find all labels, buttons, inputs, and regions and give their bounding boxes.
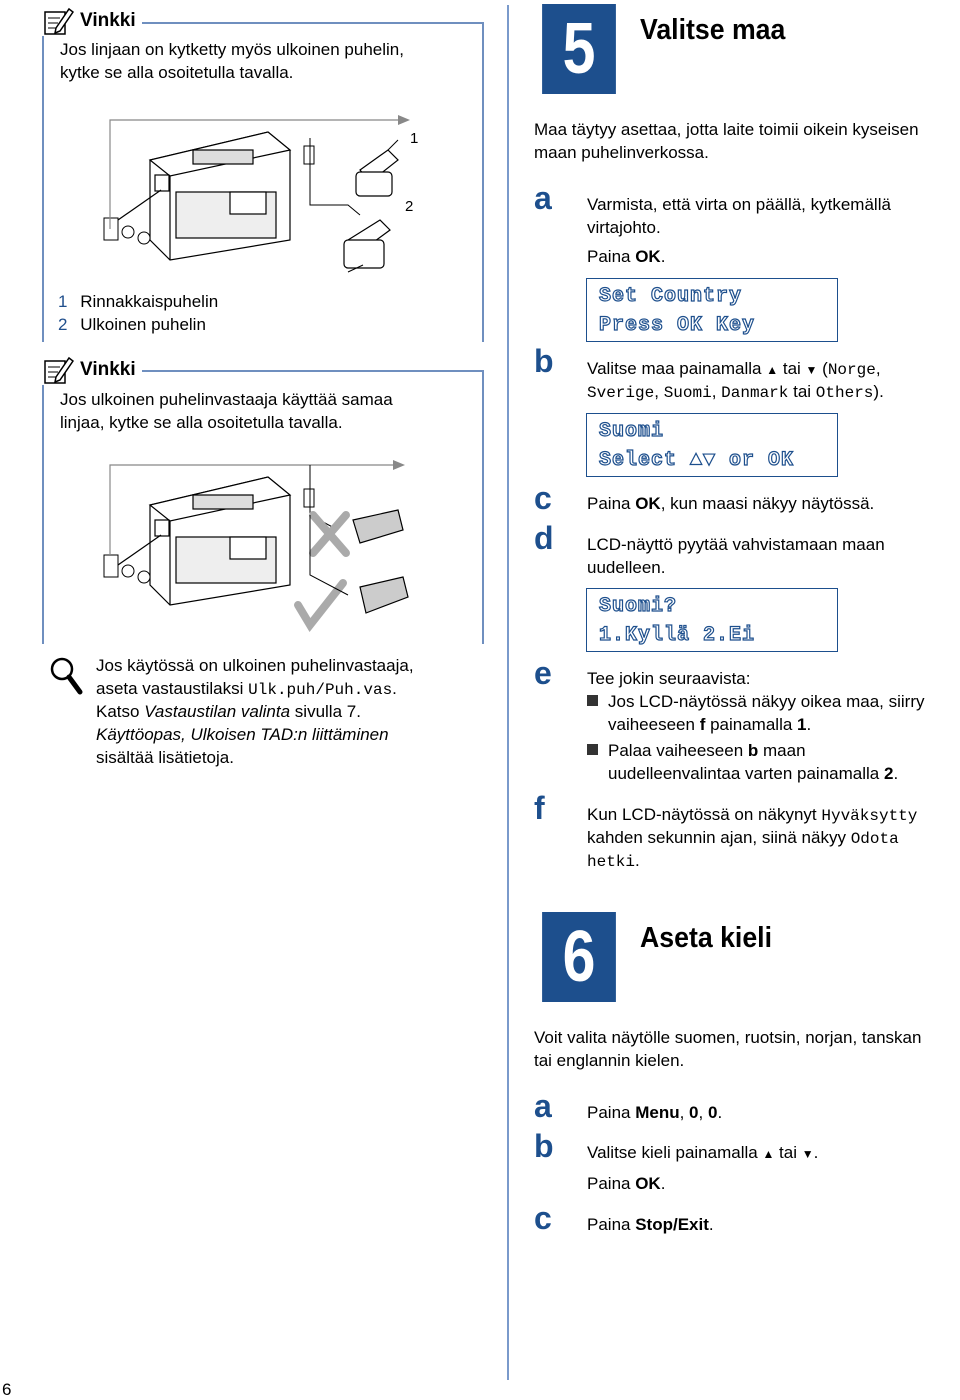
- lcd-line-2: Select ▲▼ or OK: [599, 449, 795, 472]
- step-5-intro-2: maan puhelinverkossa.: [534, 143, 709, 162]
- answering-machine-1: [353, 510, 403, 543]
- separator: ,: [654, 382, 659, 401]
- instruction-text: tai: [778, 359, 806, 378]
- instruction-text: .: [635, 851, 640, 870]
- legend-1-text: Rinnakkaispuhelin: [80, 292, 219, 311]
- lcd-display-3: [586, 588, 838, 652]
- instruction-text: .: [660, 247, 666, 266]
- separator: ,: [711, 382, 717, 401]
- step-f-line-3: [587, 849, 640, 874]
- key-ok: OK: [635, 1174, 661, 1193]
- instruction-text: ).: [873, 382, 884, 401]
- up-arrow-icon: ▲: [762, 1147, 775, 1161]
- instruction-text: Valitse kieli painamalla: [587, 1143, 763, 1162]
- tip-line-5: sisältää lisätietoja.: [96, 748, 234, 767]
- legend-2-number: 2: [58, 315, 68, 334]
- step-a-press: [587, 245, 665, 268]
- machine-illustration: [150, 132, 290, 260]
- instruction-text: .: [660, 1174, 666, 1193]
- step-letter-c: c: [534, 1200, 552, 1236]
- separator: ,: [679, 1103, 690, 1122]
- note-header-2: [42, 355, 142, 385]
- lcd-line-1: Suomi?: [599, 595, 678, 618]
- instruction-text: .: [893, 764, 899, 783]
- lcd-line-1: Suomi: [599, 420, 665, 443]
- key-ok: OK: [635, 247, 661, 266]
- lcd-display-2: [586, 413, 838, 477]
- lcd-line-2: 1.Kyllä 2.Ei: [599, 624, 756, 647]
- step-f-line-2: [587, 826, 899, 851]
- tip-line-4: [96, 723, 389, 746]
- mode-code: Ulk.puh/Puh.vas: [248, 681, 393, 699]
- lcd-line-1: Set Country: [599, 285, 743, 308]
- step-e-bullet-2-line-2: [608, 762, 898, 785]
- note1-text-1: Jos linjaan on kytketty myös ulkoinen puhelin,: [60, 40, 404, 59]
- step-e-bullet-2-line-1: [587, 739, 806, 762]
- wall-socket: [104, 555, 118, 577]
- down-arrow-icon: ▼: [805, 363, 818, 377]
- lcd-message: Hyväksytty: [821, 807, 918, 825]
- step6-b-line-1: [587, 1141, 818, 1166]
- key-ok: OK: [635, 494, 661, 513]
- country-suomi: Suomi: [663, 384, 712, 402]
- wall-socket: [104, 218, 118, 240]
- note-title: Vinkki: [80, 10, 136, 31]
- legend-1: [58, 290, 218, 313]
- tip-text: Katso: [96, 702, 145, 721]
- instruction-text: .: [708, 1215, 714, 1234]
- callout-2: 2: [405, 198, 414, 215]
- step-d-line-2: uudelleen.: [587, 558, 666, 577]
- step-b-line-1: [587, 357, 881, 382]
- cross-mark-icon: [313, 515, 346, 553]
- step-e-intro: Tee jokin seuraavista:: [587, 669, 751, 688]
- instruction-text: .: [717, 1103, 723, 1122]
- tip-line-1: Jos käytössä on ulkoinen puhelinvastaaja,: [96, 656, 414, 675]
- page-number: 6: [2, 1380, 12, 1399]
- tip-reference: Käyttöopas, Ulkoisen TAD:n liittäminen: [96, 725, 389, 744]
- instruction-text: Kun LCD-näytössä on näkynyt: [587, 805, 822, 824]
- step-5-number: 5: [542, 4, 616, 94]
- pencil-note-icon: [42, 6, 74, 36]
- step-letter-a: a: [534, 180, 552, 216]
- lcd-message: hetki: [587, 853, 636, 871]
- phone-1-illustration: [356, 150, 398, 196]
- key-0: 0: [689, 1103, 699, 1122]
- magnifier-icon: [48, 655, 84, 695]
- tip-text: sivulla 7.: [290, 702, 361, 721]
- step-6-intro-1: Voit valita näytölle suomen, ruotsin, norjan, tanskan: [534, 1028, 922, 1047]
- step-letter-f: f: [534, 790, 545, 826]
- tip-reference: Vastaustilan valinta: [144, 702, 291, 721]
- note-title: Vinkki: [80, 359, 136, 380]
- step-d-line-1: LCD-näyttö pyytää vahvistamaan maan: [587, 535, 885, 554]
- instruction-text: Palaa vaiheeseen: [608, 741, 748, 760]
- instruction-text: Valitse maa painamalla: [587, 359, 767, 378]
- instruction-text: tai: [774, 1143, 802, 1162]
- key-menu: Menu: [635, 1103, 680, 1122]
- instruction-text: , kun maasi näkyy näytössä.: [660, 494, 875, 513]
- instruction-text: tai: [788, 382, 816, 401]
- instruction-text: Paina: [587, 247, 636, 266]
- instruction-text: Paina: [587, 1174, 636, 1193]
- instruction-text: kahden sekunnin ajan, siinä näkyy: [587, 828, 851, 847]
- step6-c-line: [587, 1213, 714, 1236]
- step-6-title: Aseta kieli: [640, 922, 773, 954]
- step-e-bullet-1-line-2: [608, 713, 811, 736]
- plug-2: [138, 232, 150, 244]
- callout-1: 1: [410, 130, 419, 147]
- step-a-line-1: Varmista, että virta on päällä, kytkemällä: [587, 195, 891, 214]
- legend-2: [58, 313, 206, 336]
- key-stop-exit: Stop/Exit: [635, 1215, 709, 1234]
- step-a-line-2: virtajohto.: [587, 218, 661, 237]
- answering-machine-diagram: [98, 455, 418, 635]
- key-0: 0: [707, 1103, 718, 1122]
- step-f-line-1: [587, 803, 917, 828]
- step-ref: f: [699, 715, 706, 734]
- instruction-text: .: [806, 715, 812, 734]
- note1-text-2: kytke se alla osoitetulla tavalla.: [60, 63, 294, 82]
- plug-1: [122, 226, 134, 238]
- note2-text-1: Jos ulkoinen puhelinvastaaja käyttää samaa: [60, 390, 393, 409]
- note-header-1: [42, 6, 142, 36]
- step-letter-b: b: [534, 343, 554, 379]
- separator: ,: [698, 1103, 708, 1122]
- tip-line-3: [96, 700, 361, 723]
- lcd-display-1: [586, 278, 838, 342]
- instruction-text: vaiheeseen: [608, 715, 700, 734]
- phone-connection-diagram: [98, 110, 418, 280]
- country-danmark: Danmark: [721, 384, 789, 402]
- instruction-text: (: [817, 359, 828, 378]
- legend-1-number: 1: [58, 292, 68, 311]
- separator: ,: [875, 359, 881, 378]
- step-c-line: [587, 492, 874, 515]
- instruction-text: .: [813, 1143, 819, 1162]
- step6-a-line: [587, 1101, 722, 1124]
- bullet-icon: [587, 695, 598, 706]
- wall-jack: [304, 489, 314, 507]
- instruction-text: maan: [758, 741, 806, 760]
- step-b-line-2: [587, 380, 884, 405]
- step6-b-line-2: [587, 1172, 665, 1195]
- wall-jack: [304, 146, 314, 164]
- country-sverige: Sverige: [587, 384, 655, 402]
- instruction-text: Paina: [587, 1103, 636, 1122]
- step-6-intro-2: tai englannin kielen.: [534, 1051, 685, 1070]
- instruction-text: Paina: [587, 1215, 636, 1234]
- column-divider: [507, 5, 509, 1380]
- instruction-text: Paina: [587, 494, 636, 513]
- step-e-bullet-1-line-1: [587, 690, 925, 713]
- step-letter-c: c: [534, 480, 552, 516]
- step-letter-b: b: [534, 1128, 554, 1164]
- step-5-title: Valitse maa: [640, 14, 786, 46]
- key-1: 1: [797, 715, 807, 734]
- key-2: 2: [883, 764, 894, 783]
- lcd-line-2: Press OK Key: [599, 314, 756, 337]
- phone-2-illustration: [344, 220, 390, 268]
- instruction-text: Jos LCD-näytössä näkyy oikea maa, siirry: [608, 692, 925, 711]
- instruction-text: painamalla: [705, 715, 798, 734]
- tip-line-2: [96, 677, 397, 702]
- tip-text: aseta vastaustilaksi: [96, 679, 249, 698]
- instruction-text: uudelleenvalintaa varten painamalla: [608, 764, 884, 783]
- pencil-note-icon: [42, 355, 74, 385]
- step-letter-a: a: [534, 1088, 552, 1124]
- answering-machine-2: [360, 577, 408, 613]
- step-5-intro-1: Maa täytyy asettaa, jotta laite toimii oikein kyseisen: [534, 120, 919, 139]
- step-letter-e: e: [534, 655, 552, 691]
- up-arrow-icon: ▲: [766, 363, 779, 377]
- down-arrow-icon: ▼: [801, 1147, 814, 1161]
- step-ref: b: [747, 741, 759, 760]
- lcd-message: Odota: [850, 830, 899, 848]
- machine-illustration: [150, 477, 290, 605]
- legend-2-text: Ulkoinen puhelin: [80, 315, 206, 334]
- tip-text: .: [392, 679, 397, 698]
- step-letter-d: d: [534, 520, 554, 556]
- step-6-number: 6: [542, 912, 616, 1002]
- country-others: Others: [815, 384, 874, 402]
- bullet-icon: [587, 744, 598, 755]
- country-norge: Norge: [827, 361, 876, 379]
- note2-text-2: linjaa, kytke se alla osoitetulla tavalla.: [60, 413, 343, 432]
